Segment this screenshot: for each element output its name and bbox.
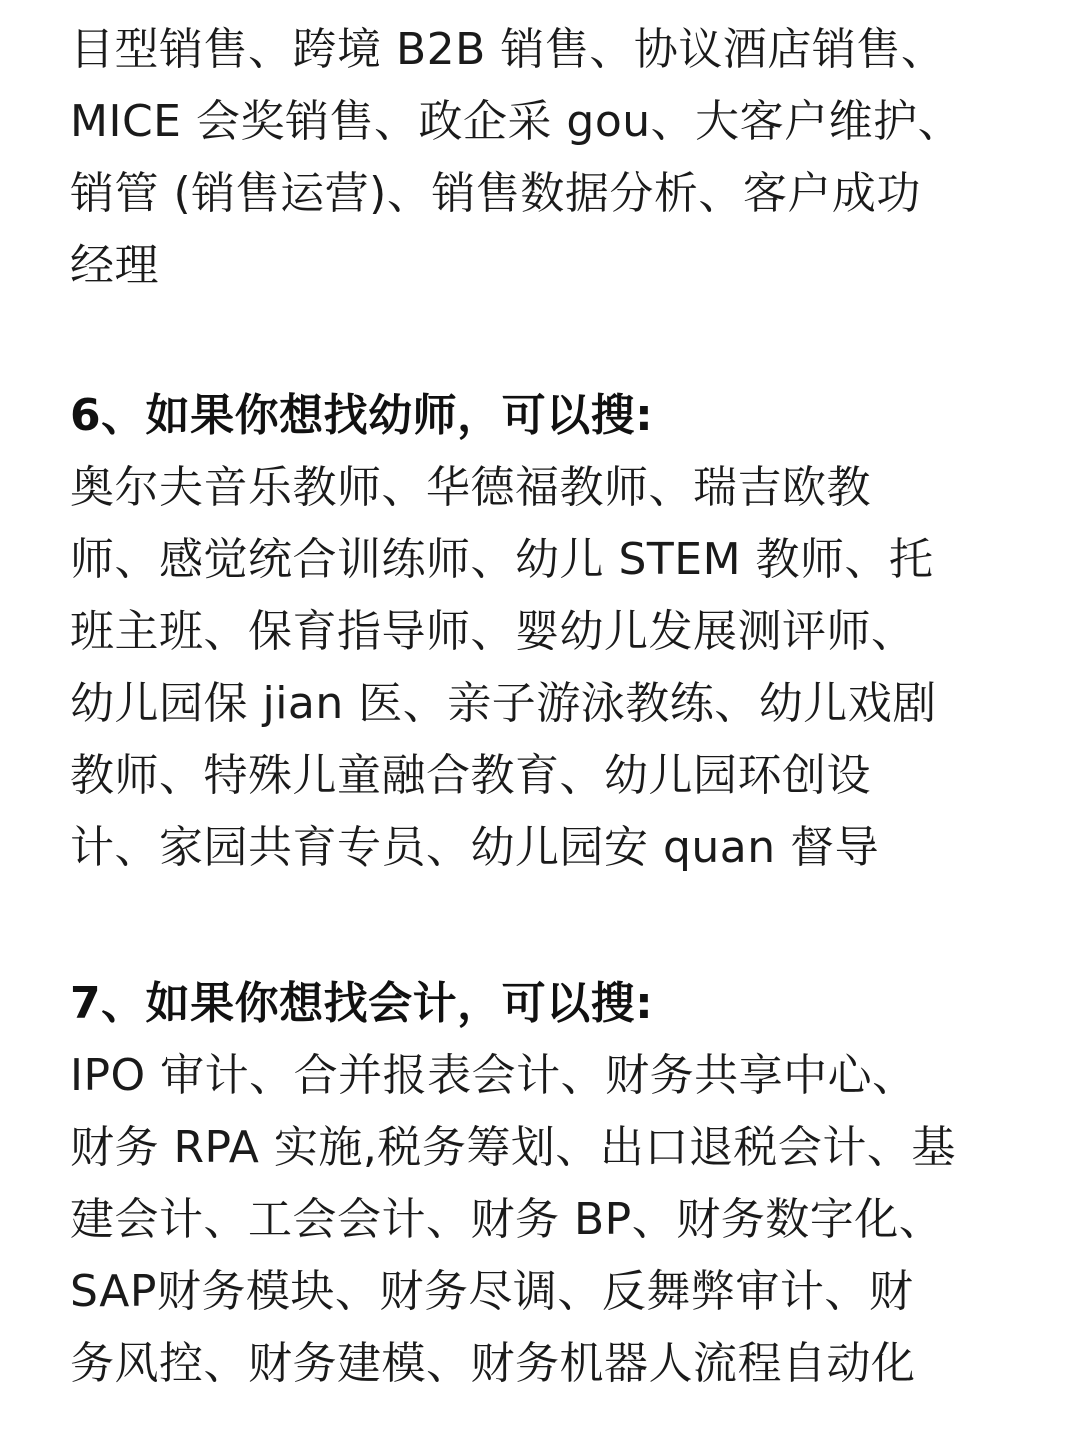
section-7-accountant [70, 968, 1010, 1400]
paragraph-gap [70, 302, 1010, 380]
paragraph-gap [70, 884, 1010, 968]
text-line: 计、家园共育专员、幼儿园安 quan 督导 [70, 822, 880, 873]
section-heading: 7、如果你想找会计，可以搜: [70, 978, 654, 1029]
text-line: 建会计、工会会计、财务 BP、财务数字化、 [70, 1194, 944, 1245]
text-line: 经理 [70, 240, 159, 291]
text-line: 务风控、财务建模、财务机器人流程自动化 [70, 1338, 916, 1389]
text-line: 销管 (销售运营)、销售数据分析、客户成功 [70, 168, 921, 219]
section-heading: 6、如果你想找幼师，可以搜: [70, 390, 654, 441]
text-line: 目型销售、跨境 B2B 销售、协议酒店销售、 [70, 24, 946, 75]
sales-keywords-tail [70, 14, 1010, 302]
text-line: 财务 RPA 实施,税务筹划、出口退税会计、基 [70, 1122, 956, 1173]
text-line: 幼儿园保 jian 医、亲子游泳教练、幼儿戏剧 [70, 678, 937, 729]
section-6-preschool-teacher [70, 380, 1010, 884]
text-line: 教师、特殊儿童融合教育、幼儿园环创设 [70, 750, 871, 801]
text-line: IPO 审计、合并报表会计、财务共享中心、 [70, 1050, 917, 1101]
text-line: 班主班、保育指导师、婴幼儿发展测评师、 [70, 606, 916, 657]
text-line: MICE 会奖销售、政企采 gou、大客户维护、 [70, 96, 963, 147]
text-line: 奥尔夫音乐教师、华德福教师、瑞吉欧教 [70, 462, 871, 513]
text-line: 师、感觉统合训练师、幼儿 STEM 教师、托 [70, 534, 934, 585]
text-line: SAP财务模块、财务尽调、反舞弊审计、财 [70, 1266, 914, 1317]
